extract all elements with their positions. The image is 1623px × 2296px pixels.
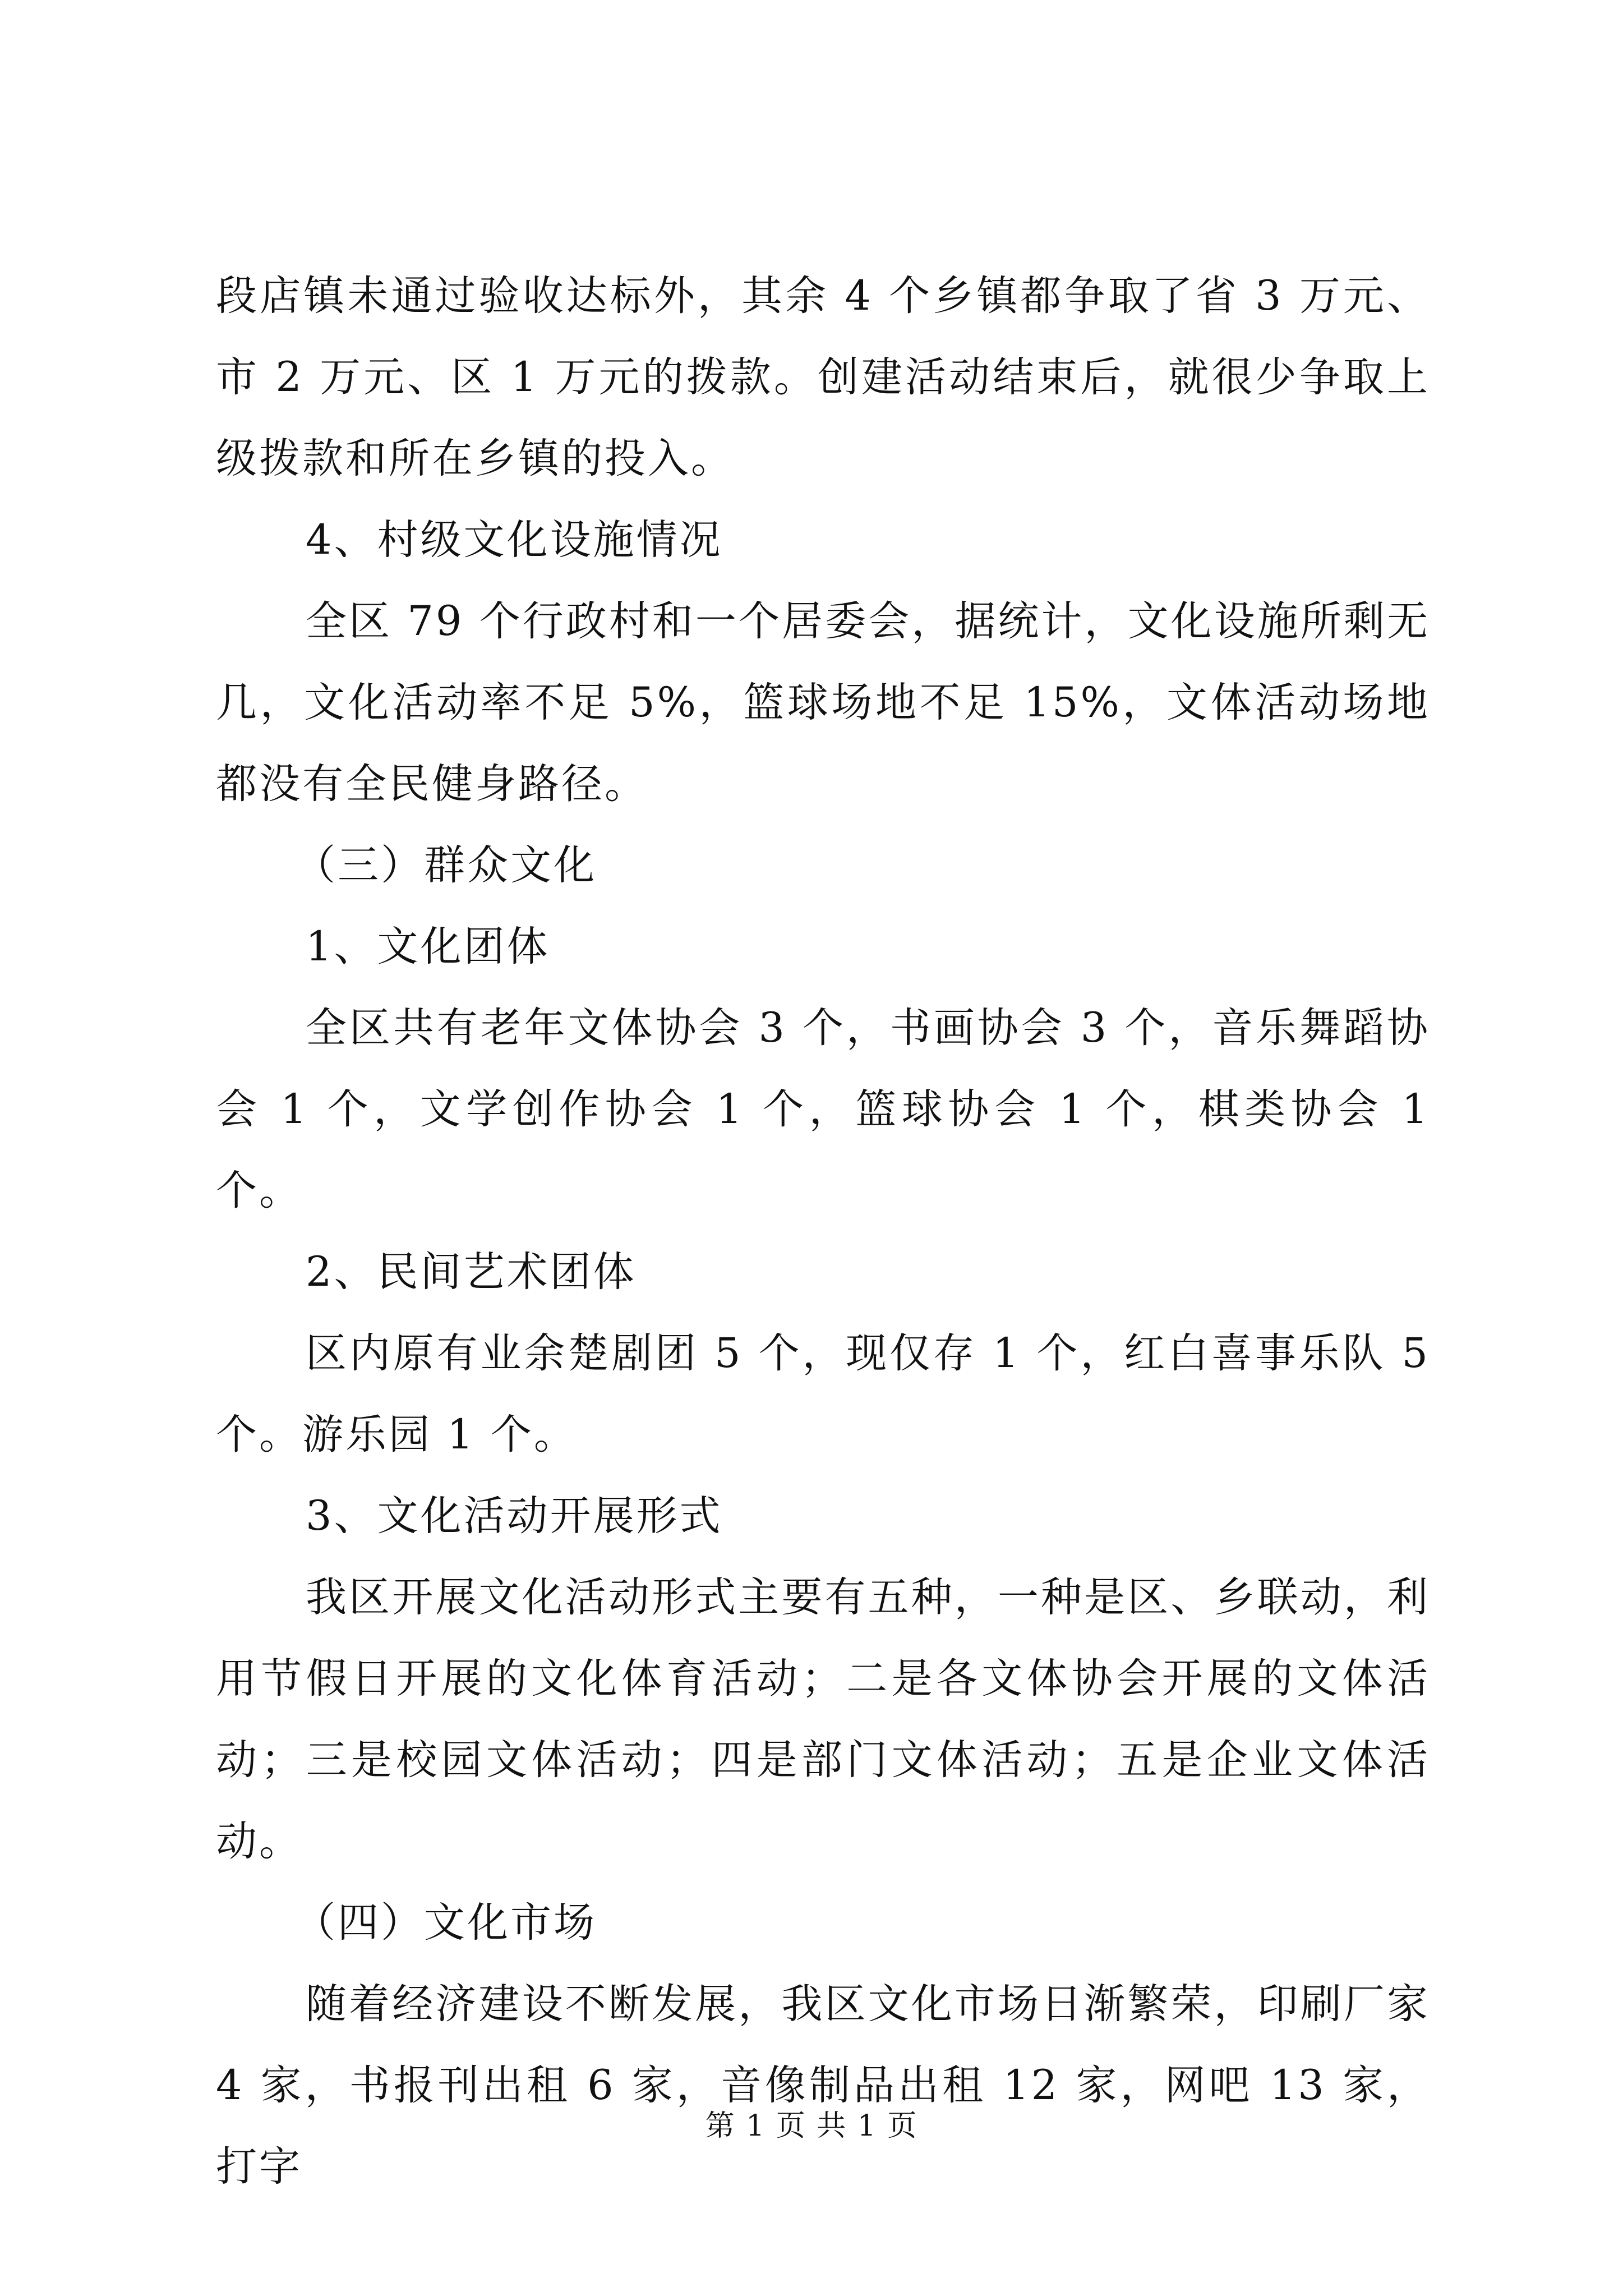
heading-activity-forms: 3、文化活动开展形式 bbox=[306, 1492, 723, 1540]
heading-folk-art-groups: 2、民间艺术团体 bbox=[306, 1248, 637, 1296]
paragraph-folk-art-groups: 区内原有业余楚剧团 5 个，现仅存 1 个，红白喜事乐队 5 个。游乐园 1 个。 bbox=[216, 1329, 1430, 1458]
document-body bbox=[216, 255, 1430, 2207]
paragraph-activity-forms: 我区开展文化活动形式主要有五种，一种是区、乡联动，利用节假日开展的文化体育活动；二是各文体协会开展的文体活动；三是校园文体活动；四是部门文体活动；五是企业文体活动。 bbox=[216, 1573, 1430, 1865]
heading-cultural-groups: 1、文化团体 bbox=[306, 923, 550, 970]
paragraph-village-facilities: 全区 79 个行政村和一个居委会，据统计，文化设施所剩无几，文化活动率不足 5%，篮球场地不足 15%，文体活动场地都没有全民健身路径。 bbox=[216, 597, 1430, 808]
heading-village-facilities: 4、村级文化设施情况 bbox=[306, 516, 723, 564]
paragraph-cultural-market: 随着经济建设不断发展，我区文化市场日渐繁荣，印刷厂家 4 家，书报刊出租 6 家，音像制品出租 12 家，网吧 13 家，打字 bbox=[216, 1980, 1430, 2191]
paragraph-funding-continuation: 段店镇未通过验收达标外，其余 4 个乡镇都争取了省 3 万元、市 2 万元、区 1 万元的拨款。创建活动结束后，就很少争取上级拨款和所在乡镇的投入。 bbox=[216, 272, 1430, 482]
heading-mass-culture: （三）群众文化 bbox=[294, 841, 597, 889]
paragraph-cultural-groups: 全区共有老年文体协会 3 个，书画协会 3 个，音乐舞蹈协会 1 个，文学创作协会 1 个，篮球协会 1 个，棋类协会 1 个。 bbox=[216, 1004, 1430, 1214]
page-footer: 第 1 页 共 1 页 bbox=[705, 2109, 918, 2143]
heading-cultural-market: （四）文化市场 bbox=[294, 1899, 597, 1947]
